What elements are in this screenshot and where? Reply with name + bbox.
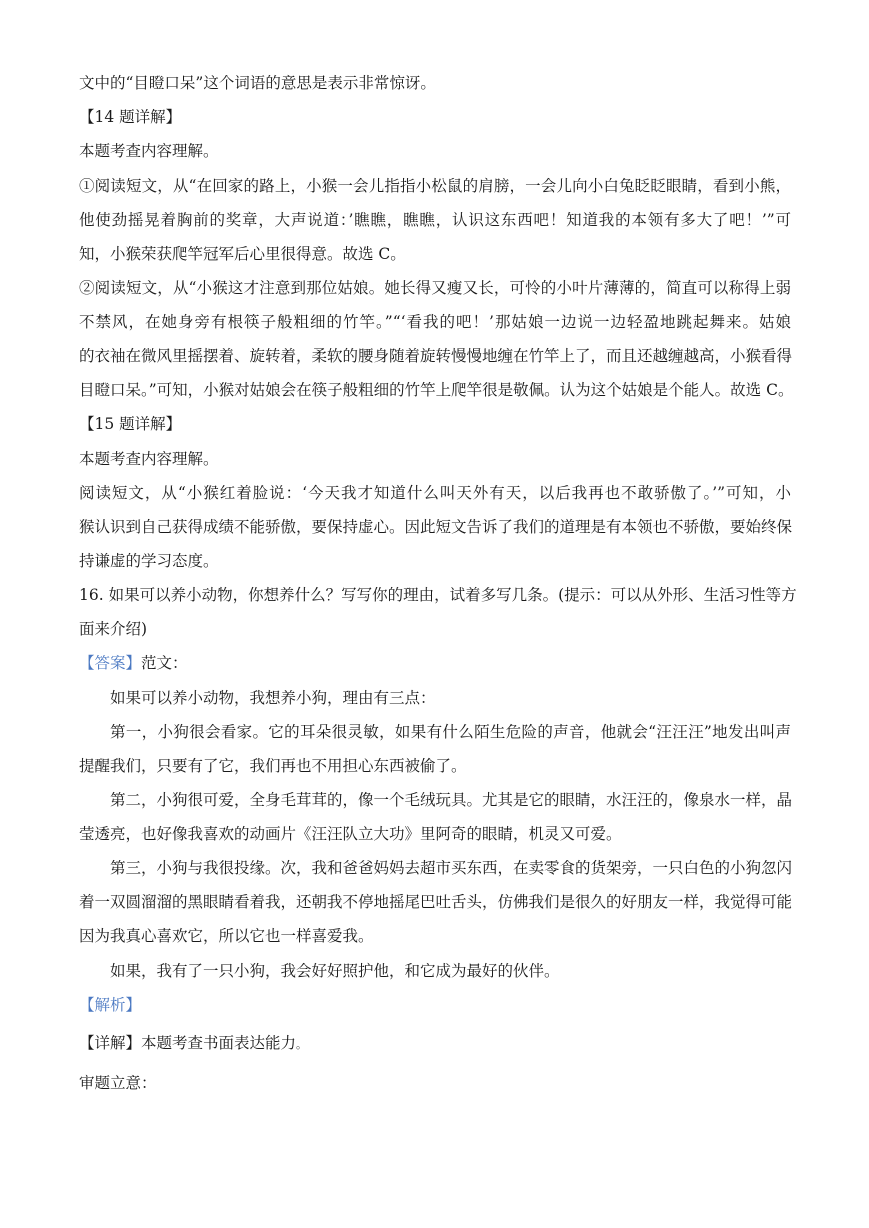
text-line: 他使劲摇晃着胸前的奖章，大声说道：’瞧瞧，瞧瞧，认识这东西吧！知道我的本领有多大了吧！’”可 <box>79 211 791 229</box>
essay-paragraph: 第一，小狗很会看家。它的耳朵很灵敏，如果有什么陌生危险的声音，他就会“汪汪汪”地发出叫声 <box>110 723 791 741</box>
essay-paragraph: 如果，我有了一只小狗，我会好好照护他，和它成为最好的伙伴。 <box>110 962 560 980</box>
text-line: ②阅读短文，从“小猴这才注意到那位姑娘。她长得又瘦又长，可怜的小叶片薄薄的，简直可以称得上弱 <box>79 279 791 297</box>
essay-paragraph: 提醒我们，只要有了它，我们再也不用担心东西被偷了。 <box>79 757 467 775</box>
answer-tag: 【答案】 <box>79 654 142 672</box>
detail-end: 。 <box>296 1038 308 1051</box>
text-line: ①阅读短文，从“在回家的路上，小猴一会儿指指小松鼠的肩膀，一会儿向小白兔眨眨眼睛，看到小熊， <box>79 177 791 195</box>
essay-paragraph: 第三，小狗与我很投缘。次，我和爸爸妈妈去超市买东西，在卖零食的货架旁，一只白色的小狗忽闪 <box>110 859 793 877</box>
text-line: 面来介绍) <box>79 620 148 638</box>
detail-tag: 【详解】 <box>79 1034 142 1052</box>
text-line: 文中的“目瞪口呆”这个词语的意思是表示非常惊讶。 <box>79 74 436 92</box>
answer-line <box>79 652 791 674</box>
text-line: 持谦虚的学习态度。 <box>79 552 219 570</box>
section-heading: 【15 题详解】 <box>79 415 182 433</box>
essay-paragraph: 着一双圆溜溜的黑眼睛看着我，还朝我不停地摇尾巴吐舌头，仿佛我们是很久的好朋友一样，我觉得可能 <box>79 893 793 911</box>
analysis-tag <box>79 994 791 1016</box>
review-line: 审题立意： <box>79 1074 157 1092</box>
text-line: 本题考查内容理解。 <box>79 450 219 468</box>
detail-line <box>79 1032 791 1054</box>
essay-paragraph: 因为我真心喜欢它，所以它也一样喜爱我。 <box>79 927 374 945</box>
text-line: 本题考查内容理解。 <box>79 142 219 160</box>
essay-paragraph: 莹透亮，也好像我喜欢的动画片《汪汪队立大功》里阿奇的眼睛，机灵又可爱。 <box>79 825 622 843</box>
text-line: 目瞪口呆。”可知，小猴对姑娘会在筷子般粗细的竹竿上爬竿很是敬佩。认为这个姑娘是个能人。故选 C。 <box>79 381 794 399</box>
detail-text: 本题考查书面表达能力 <box>141 1034 297 1052</box>
text-line: 阅读短文，从“小猴红着脸说：‘今天我才知道什么叫天外有天，以后我再也不敢骄傲了。’”可知，小 <box>79 484 791 502</box>
essay-paragraph: 如果可以养小动物，我想养小狗，理由有三点： <box>110 689 436 707</box>
question-16: 16. 如果可以养小动物，你想养什么？写写你的理由，试着多写几条。(提示：可以从外形、生活习性等方 <box>79 586 797 604</box>
text-line: 猴认识到自己获得成绩不能骄傲，要保持虚心。因此短文告诉了我们的道理是有本领也不骄傲，要始终保 <box>79 518 793 536</box>
essay-paragraph: 第二，小狗很可爱，全身毛茸茸的，像一个毛绒玩具。尤其是它的眼睛，水汪汪的，像泉水一样，晶 <box>110 791 793 809</box>
section-heading: 【14 题详解】 <box>79 108 182 126</box>
analysis-label: 【解析】 <box>79 996 142 1014</box>
text-line: 不禁风，在她身旁有根筷子般粗细的竹竿。”“‘看我的吧！’那姑娘一边说一边轻盈地跳起舞来。姑娘 <box>79 313 791 331</box>
answer-intro: 范文： <box>141 654 188 672</box>
text-line: 的衣袖在微风里摇摆着、旋转着，柔软的腰身随着旋转慢慢地缠在竹竿上了，而且还越缠越高，小猴看得 <box>79 347 793 365</box>
text-line: 知，小猴荣获爬竿冠军后心里很得意。故选 C。 <box>79 245 406 263</box>
